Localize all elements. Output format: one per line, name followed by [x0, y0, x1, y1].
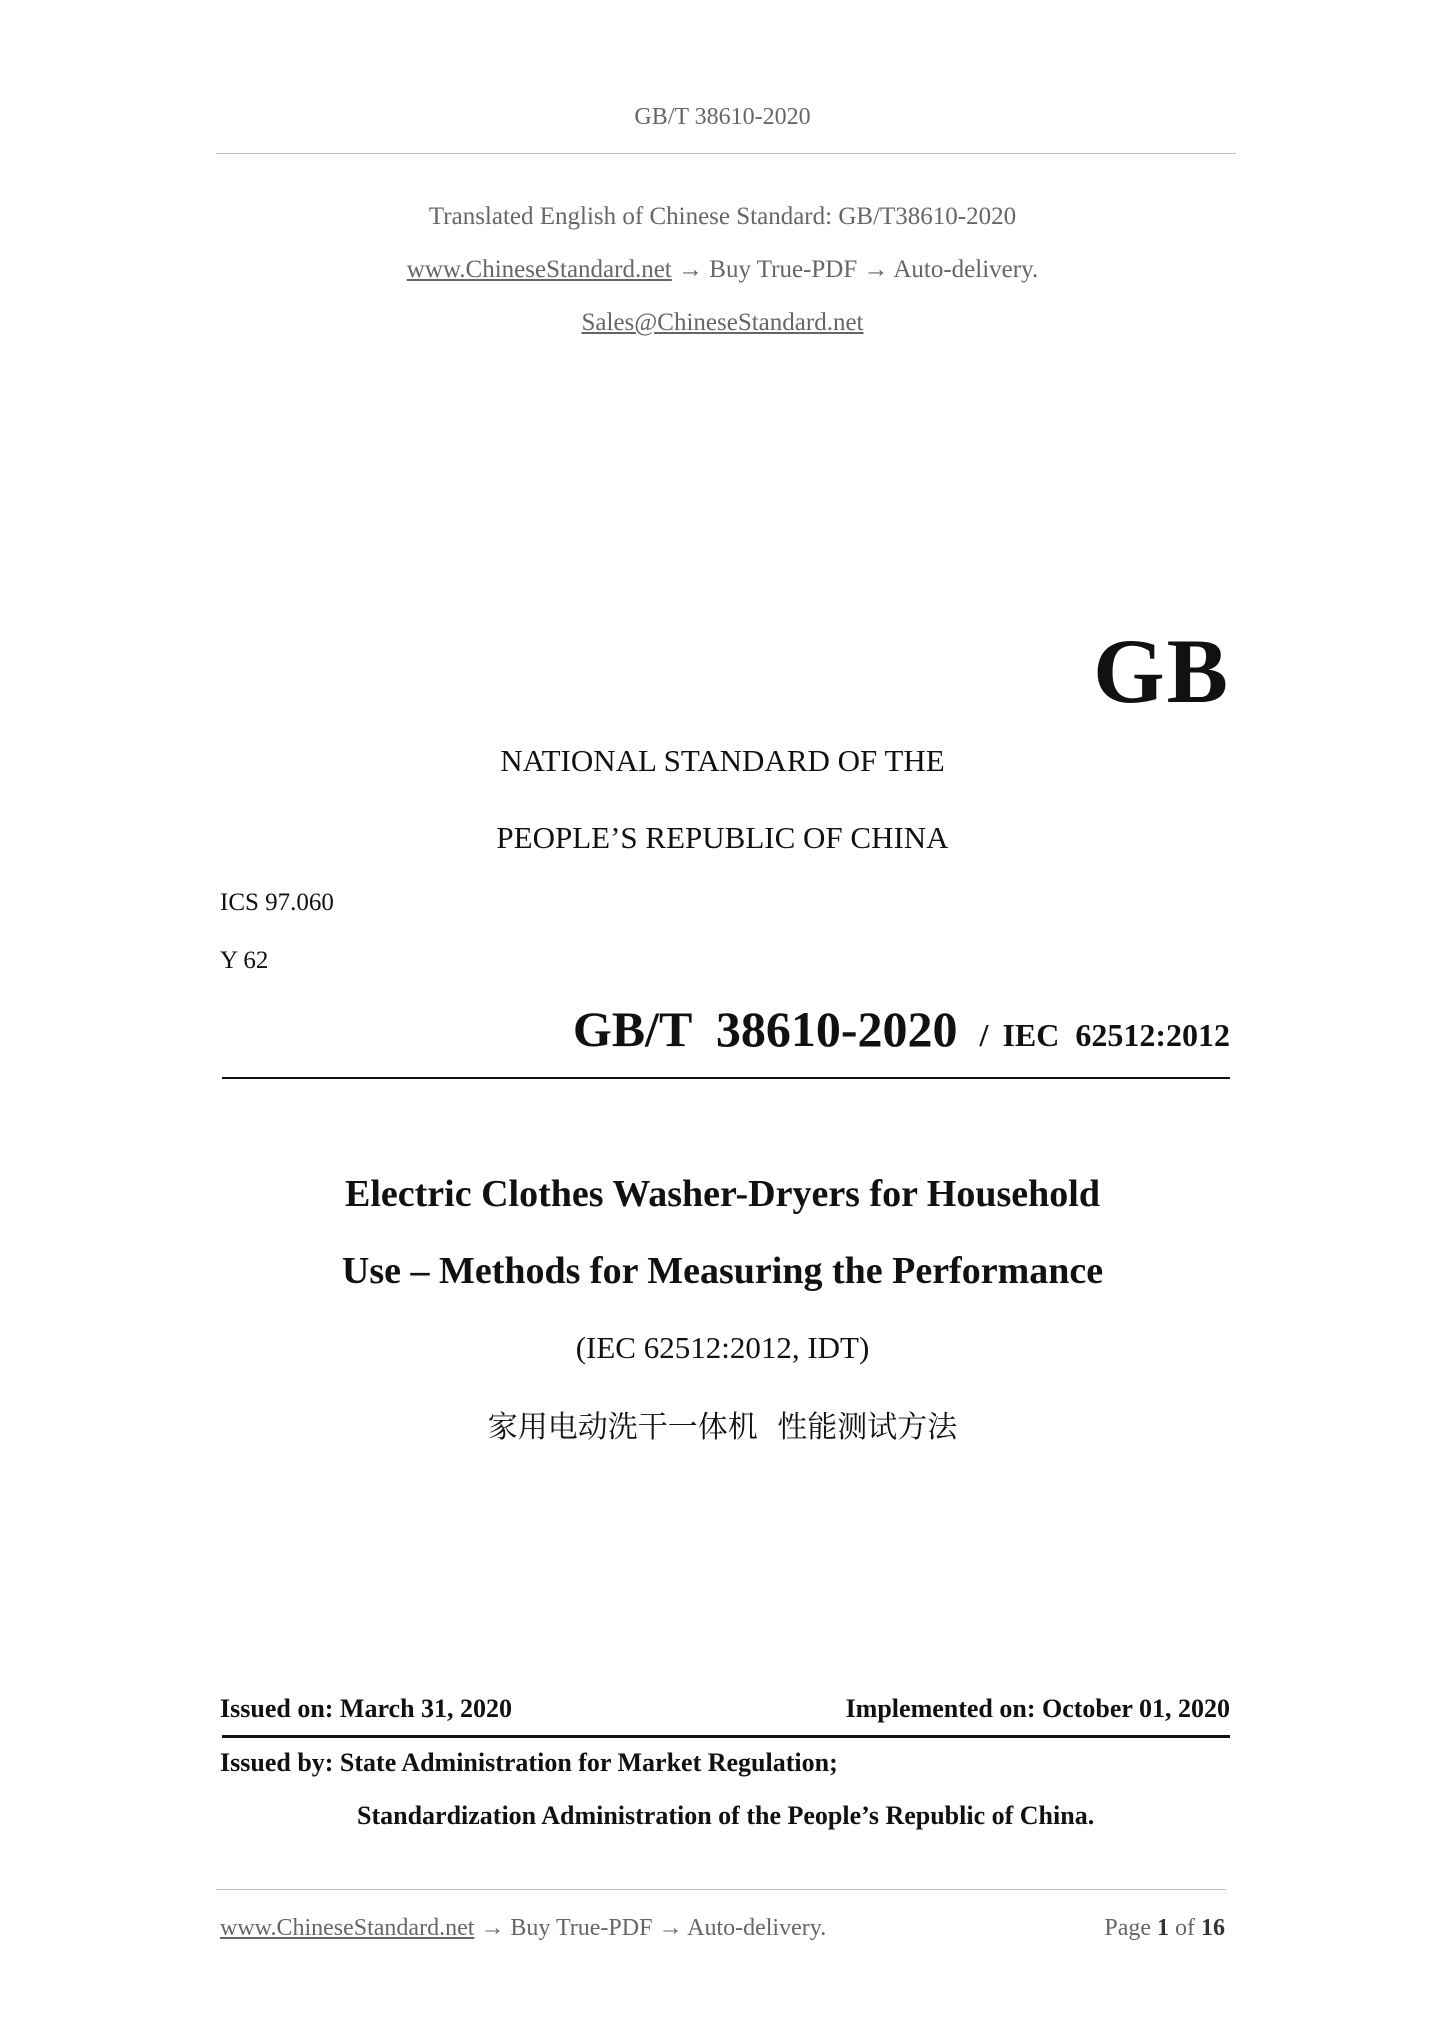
- standard-number: GB/T 38610-2020: [572, 1001, 958, 1057]
- chinese-title: 家用电动洗干一体机 性能测试方法: [487, 1410, 958, 1445]
- document-title-line-1: Electric Clothes Washer-Dryers for Household: [345, 1173, 1100, 1215]
- website-link[interactable]: www.ChineseStandard.net: [406, 256, 672, 283]
- ics-code: ICS 97.060: [220, 889, 334, 916]
- purchase-notice: [0, 256, 1445, 284]
- issued-on-date: Issued on: March 31, 2020: [220, 1694, 513, 1723]
- issuer-line-2: Standardization Administration of the People’s Republic of China.: [357, 1801, 1095, 1830]
- of-label: of: [1175, 1915, 1195, 1941]
- email-line: [0, 309, 1445, 337]
- iec-reference: IEC 62512:2012: [1002, 1017, 1230, 1053]
- gb-logo: GB: [1093, 620, 1230, 722]
- page-indicator: [1104, 1915, 1225, 1942]
- standard-number-row: [573, 1000, 1230, 1058]
- standard-separator: /: [979, 1017, 989, 1053]
- document-title-line-2: Use – Methods for Measuring the Performance: [341, 1250, 1104, 1292]
- footer-rule: [216, 1889, 1226, 1890]
- page-number: 1: [1157, 1915, 1169, 1941]
- national-standard-line-2: PEOPLE’S REPUBLIC OF CHINA: [496, 820, 949, 855]
- issuer-line-1: Issued by: State Administration for Market Regulation;: [220, 1748, 838, 1777]
- translation-notice: Translated English of Chinese Standard: GB/T38610-2020: [428, 203, 1017, 230]
- page-total: 16: [1201, 1915, 1225, 1941]
- running-header: GB/T 38610-2020: [634, 104, 811, 130]
- footer-website-link[interactable]: www.ChineseStandard.net: [220, 1915, 475, 1941]
- national-standard-line-1: NATIONAL STANDARD OF THE: [500, 743, 945, 778]
- email-link[interactable]: Sales@ChineseStandard.net: [581, 309, 864, 336]
- title-rule: [222, 1077, 1230, 1079]
- buy-text: → Buy True-PDF → Auto-delivery.: [671, 256, 1039, 283]
- footer-buy-text: → Buy True-PDF → Auto-delivery.: [474, 1915, 827, 1941]
- header-rule: [216, 153, 1236, 154]
- adoption-note: (IEC 62512:2012, IDT): [575, 1330, 870, 1365]
- footer-purchase-notice: [220, 1915, 826, 1942]
- issue-rule: [222, 1735, 1230, 1738]
- implemented-on-date: Implemented on: October 01, 2020: [845, 1694, 1230, 1723]
- page-label: Page: [1104, 1915, 1151, 1941]
- ccs-code: Y 62: [220, 947, 269, 974]
